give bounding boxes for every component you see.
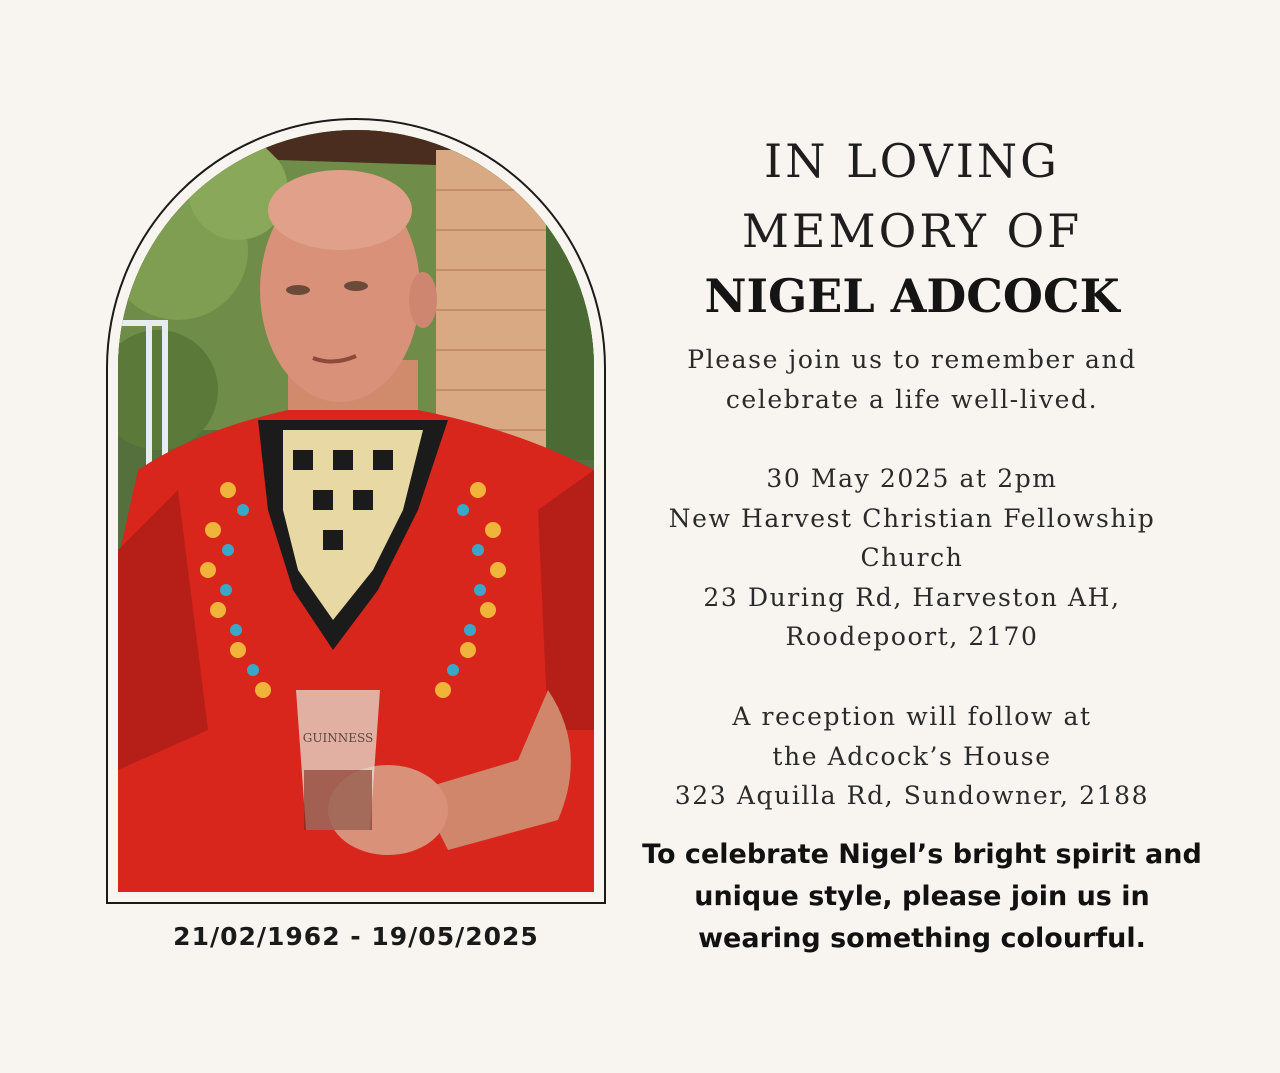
service-details [640,459,1184,657]
service-date: 30 May 2025 at 2pm [766,464,1058,493]
heading-line-1: IN LOVING [764,134,1060,188]
reception-line-1: A reception will follow at [732,702,1092,731]
glass-label: GUINNESS [302,731,374,745]
portrait-photo [118,130,594,892]
venue-line-1: New Harvest Christian Fellowship [668,503,1156,533]
heading-line-2: MEMORY OF [741,204,1083,258]
dress-line-3: wearing something colourful. [698,923,1146,954]
reception-line-2: the Adcock’s House [772,741,1052,771]
life-dates: 21/02/1962 - 19/05/2025 [173,922,539,951]
deceased-name: NIGEL ADCOCK [704,269,1120,323]
address-line-1: 23 During Rd, Harveston AH, [703,582,1121,612]
dress-code-note [634,834,1210,960]
invite-line-2: celebrate a life well-lived. [725,384,1099,414]
memorial-heading [640,126,1184,266]
reception-details [640,697,1184,816]
dress-line-2: unique style, please join us in [694,881,1150,912]
invite-line-1: Please join us to remember and [687,345,1137,374]
venue-line-2: Church [860,543,964,572]
dress-line-1: To celebrate Nigel’s bright spirit and [642,839,1202,870]
invitation-text [640,340,1184,419]
reception-address: 323 Aquilla Rd, Sundowner, 2188 [674,781,1150,810]
address-line-2: Roodepoort, 2170 [785,622,1039,651]
